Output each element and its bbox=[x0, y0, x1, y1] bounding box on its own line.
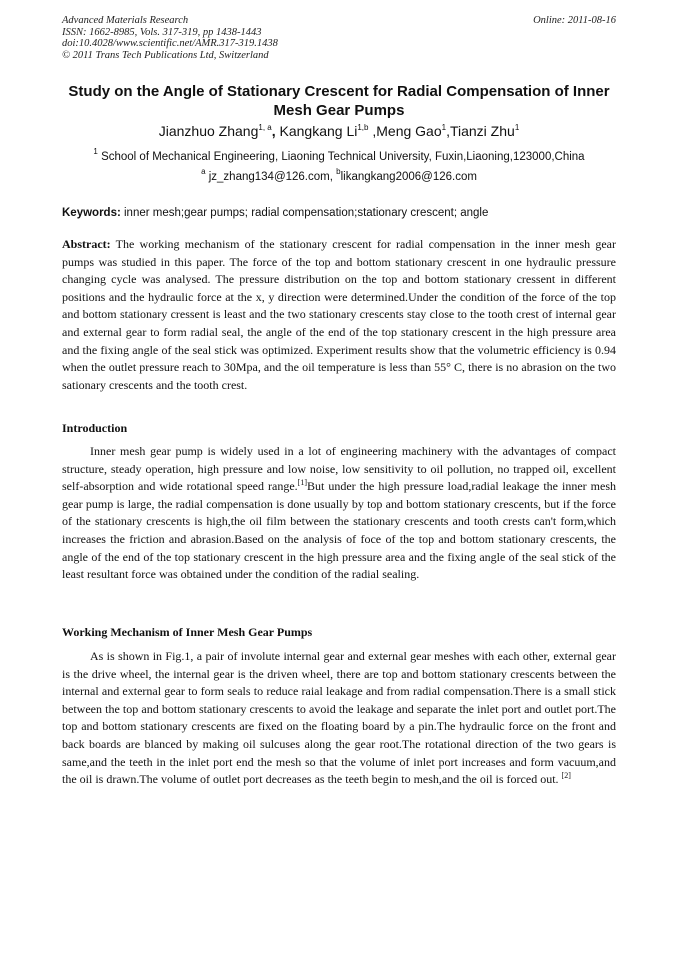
author-sup: 1,b bbox=[357, 123, 369, 132]
author-sup: 1, a bbox=[258, 123, 272, 132]
email-a[interactable]: jz_zhang134@126.com, bbox=[208, 171, 333, 183]
introduction-paragraph bbox=[62, 443, 616, 584]
introduction-heading: Introduction bbox=[62, 421, 128, 435]
abstract-label: Abstract: bbox=[62, 237, 111, 251]
author-name: Meng Gao bbox=[376, 123, 442, 139]
copyright-line: © 2011 Trans Tech Publications Ltd, Switzerland bbox=[62, 49, 269, 61]
doi-line: doi:10.4028/www.scientific.net/AMR.317-319.1438 bbox=[62, 38, 278, 49]
abstract bbox=[62, 236, 616, 394]
abstract-text: The working mechanism of the stationary crescent for radial compensation in the inner mesh gear pumps was studied in this paper. The force of the top and bottom stationary crescent in one hydraulic pressure changing cycle was analysed. The pressure distribution on the top and bottom stationary cressent in different positions and the hydraulic force at the x, y direction were determined.Under the condition of the force of the top and bottom stationary cressent is least and the two stationary crescents stay close to the tooth crest of internal gear and external gear to form radial seal, the angle of the end of the top stationary crescent in the high pressure area and the fixing angle of the seal stick was optimized. Experiment results show that the volumetric efficiency is 0.94 when the outlet pressure reach to 30Mpa, and the oil temperature is less than 55° C, there is no abrasion on the two sationary crescents and the tooth crest. bbox=[62, 237, 616, 392]
author-sup: 1 bbox=[514, 123, 520, 132]
email-sup: b bbox=[336, 167, 341, 176]
email-sup: a bbox=[201, 167, 206, 176]
affiliation bbox=[62, 147, 616, 165]
email-b[interactable]: likangkang2006@126.com bbox=[340, 171, 477, 183]
affiliation-text: School of Mechanical Engineering, Liaoning Technical University, Fuxin,Liaoning,123000,China bbox=[101, 151, 585, 163]
working-mechanism-text: As is shown in Fig.1, a pair of involute internal gear and external gear meshes with each other, external gear is the drive wheel, the internal gear is the driven wheel, there are top and bottom stationary crescents between the internal and external gear to form seals to reduce raial leakage and from radial compensation.There is a small stick between the top and bottom stationary crescents to avoid the leakage and separate the inlet port and outlet port.The top and bottom stationary crescents are fixed on the floating board by a pin.The hydraulic force on the front and back boards are blanced by making oil sulcuses along the gear root.The rotational direction of the two gears is same,and the teeth in the inlet port end the mesh so that the volume of inlet port increases and form vacuum,and the oil is drawn.The volume of outlet port decreases as the teeth begin to mesh,and the oil is forced out. bbox=[62, 649, 616, 787]
working-mechanism-heading: Working Mechanism of Inner Mesh Gear Pumps bbox=[62, 625, 313, 639]
author-sup: 1 bbox=[441, 123, 447, 132]
citation-2[interactable]: [2] bbox=[561, 771, 571, 781]
online-date: Online: 2011-08-16 bbox=[533, 15, 616, 26]
keywords bbox=[62, 206, 616, 221]
author-name: Kangkang Li bbox=[279, 123, 358, 139]
citation-1[interactable]: [1] bbox=[297, 478, 307, 488]
introduction-text-a: Inner mesh gear pump is widely used in a lot of engineering machinery with the advantages of compact structure, steady operation, high pressure and low noise, low sensitivity to oil pollution, no trapped oil, excellent self-absorption and wide rotational speed range. bbox=[62, 444, 616, 494]
keywords-text: inner mesh;gear pumps; radial compensation;stationary crescent; angle bbox=[124, 207, 489, 219]
introduction-text-b: But under the high pressure load,radial leakage the inner mesh gear pump is large, the radial compensation is done usually by top and bottom stationary crescents, but if the force of the stationary crescents is high,the oil film between the stationary crescents and tooth crests can't form,which increases the friction and abrasion.Based on the analysis of foce of the top and bottom stationary crescents, the angle of the end of the top stationary crescent in the high pressure area and the fixing angle of the seal stick of the least resultant force was obtained under the condition of the radial sealing. bbox=[62, 479, 616, 582]
author-name: Tianzi Zhu bbox=[449, 123, 515, 139]
affiliation-sup: 1 bbox=[93, 147, 98, 156]
author-list: Jianzhuo Zhang$^{1, a}$, Kangkang Li$^{1,b}$ ,Meng Gao$^1$,Tianzi Zhu$^1$ bbox=[158, 123, 520, 139]
email-line bbox=[62, 167, 616, 185]
paper-title: Study on the Angle of Stationary Crescent for Radial Compensation of Inner Mesh Gear Pumps bbox=[68, 83, 610, 119]
author-name: Jianzhuo Zhang bbox=[158, 123, 259, 139]
journal-header bbox=[62, 15, 616, 61]
issn-line: ISSN: 1662-8985, Vols. 317-319, pp 1438-1443 bbox=[62, 26, 262, 38]
journal-name: Advanced Materials Research bbox=[62, 15, 189, 26]
working-mechanism-paragraph bbox=[62, 648, 616, 789]
keywords-label: Keywords: bbox=[62, 207, 121, 219]
